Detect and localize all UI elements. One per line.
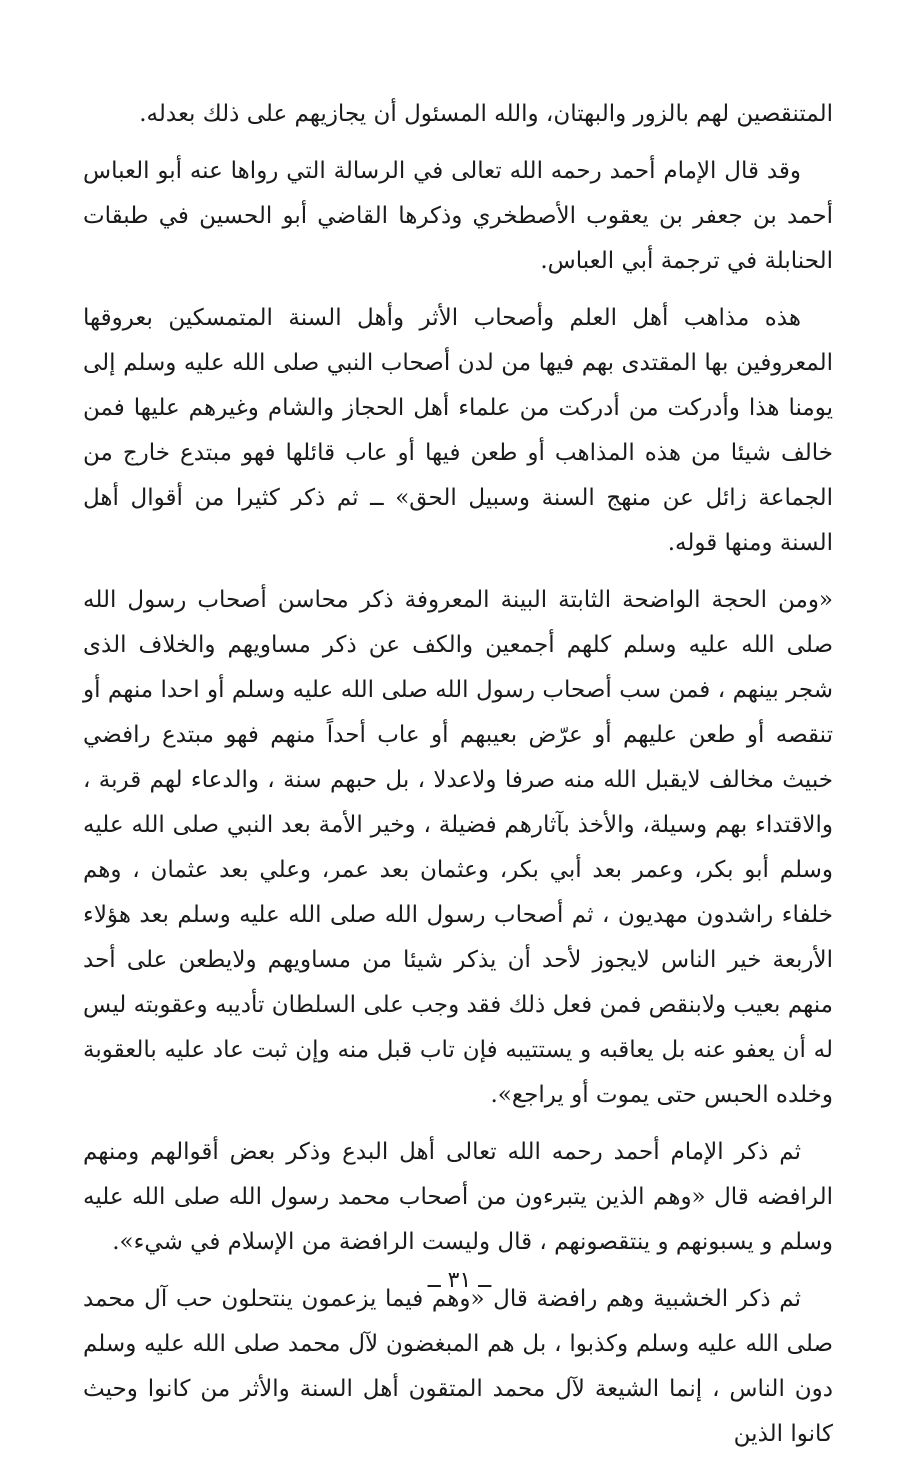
page-body — [83, 92, 833, 1469]
paragraph-1: المتنقصين لهم بالزور والبهتان، والله المسئول أن يجازيهم على ذلك بعدله. — [139, 101, 833, 127]
paragraph-4: «ومن الحجة الواضحة الثابتة البينة المعروفة ذكر محاسن أصحاب رسول الله صلى الله عليه وسلم كلهم أجمعين والكف عن ذكر مساويهم والخلاف الذى شجر بينهم ، فمن سب أصحاب رسول الله صلى الله عليه وسلم أو احدا منهم أو تنقصه أو طعن عليهم أو عرّض بعيبهم أو عاب أحداً منهم فهو مبتدع رافضي خبيث مخالف لايقبل الله منه صرفا ولاعدلا ، بل حبهم سنة ، والدعاء لهم قربة ، والاقتداء بهم وسيلة، والأخذ بآثارهم فضيلة ، وخير الأمة بعد النبي صلى الله عليه وسلم أبو بكر، وعمر بعد أبي بكر، وعثمان بعد عمر، وعلي بعد عثمان ، وهم خلفاء راشدون مهديون ، ثم أصحاب رسول الله صلى الله عليه وسلم بعد هؤلاء الأربعة خير الناس لايجوز لأحد أن يذكر شيئا من مساويهم ولايطعن على أحد منهم بعيب ولابنقص فمن فعل ذلك فقد وجب على السلطان تأديبه وعقوبته ليس له أن يعفو عنه بل يعاقبه و يستتيبه فإن تاب قبل منه وإن ثبت عاد عليه بالعقوبة وخلده الحبس حتى يموت أو يراجع». — [83, 587, 833, 1108]
paragraph-3: هذه مذاهب أهل العلم وأصحاب الأثر وأهل السنة المتمسكين بعروقها المعروفين بها المقتدى بهم فيها من لدن أصحاب النبي صلى الله عليه وسلم إلى يومنا هذا وأدركت من أدركت من علماء أهل الحجاز والشام وغيرهم عليها فمن خالف شيئا من هذه المذاهب أو طعن فيها أو عاب قائلها فهو مبتدع خارج من الجماعة زائل عن منهج السنة وسبيل الحق» ــ ثم ذكر كثيرا من أقوال أهل السنة ومنها قوله. — [83, 305, 833, 556]
paragraph-2: وقد قال الإمام أحمد رحمه الله تعالى في الرسالة التي رواها عنه أبو العباس أحمد بن جعفر بن يعقوب الأصطخري وذكرها القاضي أبو الحسين في طبقات الحنابلة في ترجمة أبي العباس. — [83, 158, 833, 274]
paragraph-6: ثم ذكر الخشبية وهم رافضة قال «وهم فيما يزعمون ينتحلون حب آل محمد صلى الله عليه وسلم وكذبوا ، بل هم المبغضون لآل محمد صلى الله عليه وسلم دون الناس ، إنما الشيعة لآل محمد المتقون أهل السنة والأثر من كانوا وحيث كانوا الذين — [83, 1286, 833, 1447]
paragraph-5: ثم ذكر الإمام أحمد رحمه الله تعالى أهل البدع وذكر بعض أقوالهم ومنهم الرافضه قال «وهم الذين يتبرءون من أصحاب محمد رسول الله صلى الله عليه وسلم و يسبونهم و ينتقصونهم ، قال وليست الرافضة من الإسلام في شيء». — [83, 1139, 833, 1255]
page-number: ــ ٣١ ــ — [427, 1268, 492, 1293]
